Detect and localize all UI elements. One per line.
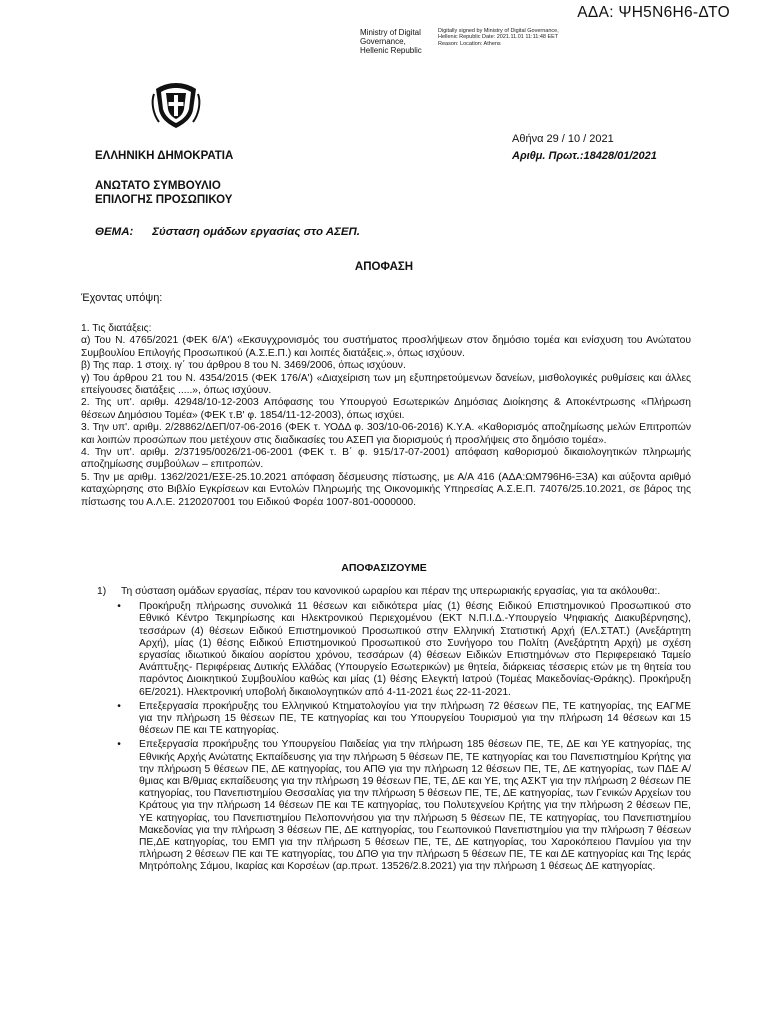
subject-label: ΘΕΜΑ: [95,226,134,238]
signature-details: Digitally signed by Ministry of Digital Governance, Hellenic Republic Date: 2021.11.01 11:11:48 EET Reason: Location: Athens [438,28,559,47]
decision-bullet [97,739,691,873]
bullet-icon: • [117,739,121,751]
decision-item [97,586,691,598]
provision-item: 3. Την υπ'. αριθμ. 2/28862/ΔΕΠ/07-06-2016 (ΦΕΚ τ. ΥΟΔΔ φ. 303/10-06-2016) Κ.Υ.Α. «Καθορισμός αποζημίωσης μελών Επιτροπών και λοιπών προσώπων που μετέχουν στις διαδικασίες του ΑΣΕΠ για διορισμούς ή προσλήψεις στο δημόσιο τομέα». [81,422,691,446]
protocol-number: Αριθμ. Πρωτ.:18428/01/2021 [512,150,657,162]
decision-bullet-text: Προκήρυξη πλήρωσης συνολικά 11 θέσεων και ειδικότερα μίας (1) θέσης Ειδικού Επιστημονικού Προσωπικού στο Εθνικό Κέντρο Τεκμηρίωσης και Ηλεκτρονικού Περιεχομένου (ΕΚΤ Ν.Π.Ι.Δ.-Υπουργείο Ψηφιακής Διακυβέρνησης), τεσσάρων (4) θέσεων Ειδικού Επιστημονικού Προσωπικού στην Ελληνική Στατιστική Αρχή (ΕΛ.ΣΤΑΤ.) (Ανεξάρτητη Αρχή), μίας (1) θέσης Ειδικού Επιστημονικού Προσωπικού στο Συνήγορο του Πολίτη (Ανεξάρτητη Αρχή) με σχέση εργασίας ιδιωτικού δικαίου αορίστου χρόνου, τεσσάρων (4) θέσεων Ειδικών Επιστημόνων στο Περιφερειακό Ταμείο Ανάπτυξης- Περιφέρειας Δυτικής Ελλάδας (Υπουργείο Εσωτερικών) με θητεία, διάρκειας τέσσερις ετών με τη θητεία του παρόντος Διοικητικού Συμβουλίου καθώς και μίας (1) θέσης Ελεγκτή Ιατρού (Τομέας Μακεδονίας-Θράκης). Προκήρυξη 6Ε/2021). Ηλεκτρονική υποβολή δικαιολογητικών από 4-11-2021 έως 22-11-2021. [139,601,691,698]
bullet-icon: • [117,700,121,712]
greek-coat-of-arms-icon [150,80,202,132]
bullet-icon: • [117,601,121,613]
signature-organization: Ministry of Digital Governance, Hellenic Republic [360,28,422,55]
decision-intro: Τη σύσταση ομάδων εργασίας, πέραν του κανονικού ωραρίου και πέραν της υπερωριακής εργασίας, για τα ακόλουθα:. [121,586,661,597]
ada-code: ΑΔΑ: ΨΗ5Ν6Η6-ΔΤΟ [577,4,730,21]
provision-item: γ) Του άρθρου 21 του Ν. 4354/2015 (ΦΕΚ 176/Α') «Διαχείριση των μη εξυπηρετούμενων δανείων, μισθολογικές ρυθμίσεις και άλλες επείγουσες διατάξεις .....», όπως ισχύουν. [81,372,691,397]
council-line-1: ΑΝΩΤΑΤΟ ΣΥΜΒΟΥΛΙΟ [95,180,221,192]
decision-bullet [97,601,691,699]
decision-bullet [97,701,691,738]
republic-heading: ΕΛΛΗΝΙΚΗ ΔΗΜΟΚΡΑΤΙΑ [95,150,234,162]
provision-item: 1. Τις διατάξεις: [81,323,152,334]
provision-item: 4. Την υπ'. αριθμ. 2/37195/0026/21-06-2001 (ΦΕΚ τ. Β΄ φ. 915/17-07-2001) απόφαση καθορισμού δικαιολογητικών πληρωμής αποζημίωσης συμβούλων – επιτροπών. [81,447,691,471]
decision-bullet-text: Επεξεργασία προκήρυξης του Ελληνικού Κτηματολογίου για την πλήρωση 72 θέσεων ΠΕ, ΤΕ κατηγορίας, της ΕΑΓΜΕ για την πλήρωση 15 θέσεων ΠΕ, ΤΕ κατηγορίας και του Υπουργείου Τουρισμού για την πλήρωση 14 θέσεων και 15 θέσεων ΠΕ και ΤΕ κατηγορίας. [139,700,691,737]
provisions-list [81,323,691,509]
decisions-list [97,586,691,876]
decision-bullets [97,601,691,873]
council-heading [95,179,232,207]
provision-item: 2. Της υπ'. αριθμ. 42948/10-12-2003 Απόφασης του Υπουργού Εσωτερικών Δημόσιας Διοίκησης & Αποκέντρωσης «Πλήρωση θέσεων Δημόσιου Τομέα» (ΦΕΚ τ.Β' φ. 1854/11-12-2003), όπως ισχύει. [81,397,691,421]
document-date: Αθήνα 29 / 10 / 2021 [512,133,614,145]
provision-item: α) Του Ν. 4765/2021 (ΦΕΚ 6/Α') «Εκσυγχρονισμός του συστήματος προσλήψεων στον δημόσιο τομέα και ενίσχυση του Ανώτατου Συμβουλίου Επιλογής Προσωπικού (Α.Σ.Ε.Π.) και λοιπές διατάξεις.», όπως ισχύουν. [81,335,691,359]
provision-item: 5. Την με αριθμ. 1362/2021/ΕΣΕ-25.10.2021 απόφαση δέσμευσης πίστωσης, με Α/Α 416 (ΑΔΑ:ΩΜ796Η6-Ξ3Α) και αύξοντα αριθμό καταχώρησης στο Βιβλίο Εγκρίσεων και Εντολών Πληρωμής της Οικονομικής Υπηρεσίας Α.Σ.Ε.Π. 74076/25.10.2021, σε βάρος της πίστωσης του Α.Λ.Ε. 2120207001 του Ειδικού Φορέα 1007-801-0000000. [81,471,691,508]
decision-bullet-text: Επεξεργασία προκήρυξης του Υπουργείου Παιδείας για την πλήρωση 185 θέσεων ΠΕ, ΤΕ, ΔΕ και ΥΕ κατηγορίας, της Εθνικής Αρχής Ανώτατης Εκπαίδευσης για την πλήρωση 5 θέσεων ΠΕ, ΤΕ κατηγορίας και του Πανεπιστημίου Κρήτης για την πλήρωση 5 θέσεων ΠΕ, ΔΕ κατηγορίας, του ΑΠΘ για την πλήρωση 12 θέσεων ΠΕ, ΤΕ, ΔΕ κατηγορίας, των ΠΔΕ Α/θμιας και Β/θμιας εκπαίδευσης για την πλήρωση 19 θέσεων ΠΕ, ΤΕ, ΔΕ και ΥΕ, της ΑΣΚΤ για την πλήρωση 2 θέσεων ΠΕ κατηγορίας, του Πανεπιστημίου Θεσσαλίας για την πλήρωση 5 θέσεων ΠΕ, ΤΕ, ΔΕ κατηγορίας, των Γενικών Αρχείων του Κράτους για την πλήρωση 14 θέσεων ΠΕ και ΤΕ κατηγορίας, του Πολυτεχνείου Κρήτης για την πλήρωση 2 θέσεων ΠΕ, ΥΕ κατηγορίας, του Πανεπιστημίου Πελοποννήσου για την πλήρωση 5 θέσεων ΠΕ, ΤΕ κατηγορίας, του Πανεπιστημίου Μακεδονίας για την πλήρωση 3 θέσεων ΠΕ, ΔΕ κατηγορίας, του Γεωπονικού Πανεπιστημίου για την πλήρωση 7 θέσεων ΠΕ,ΔΕ κατηγορίας, του ΕΜΠ για την πλήρωση 5 θέσεων ΠΕ, ΤΕ, ΔΕ κατηγορίας, του Χαροκόπειου Πανμίου για την πλήρωση 2 θέσεων ΠΕ και ΤΕ κατηγορίας, του ΔΠΘ για την πλήρωση 5 θέσεων ΠΕ, ΤΕ και ΔΕ κατηγορίας και Της Ιεράς Μητρόπολης Σάμου, Ικαρίας και Κορσέων (αρ.πρωτ. 13526/2.8.2021) για την πλήρωση 1 θέσεως ΔΕ κατηγορίας. [139,739,691,873]
provision-item: β) Της παρ. 1 στοιχ. ιγ΄ του άρθρου 8 του Ν. 3469/2006, όπως ισχύουν. [81,360,406,372]
considering-line: Έχοντας υπόψη: [81,292,163,304]
subject-line [95,226,360,238]
council-line-2: ΕΠΙΛΟΓΗΣ ΠΡΟΣΩΠΙΚΟΥ [95,194,233,206]
decision-number: 1) [97,586,107,597]
decision-title: ΑΠΟΦΑΣΗ [354,261,414,273]
decide-title: ΑΠΟΦΑΣΙΖΟΥΜΕ [341,562,427,574]
subject-text: Σύσταση ομάδων εργασίας στο ΑΣΕΠ. [152,226,361,238]
